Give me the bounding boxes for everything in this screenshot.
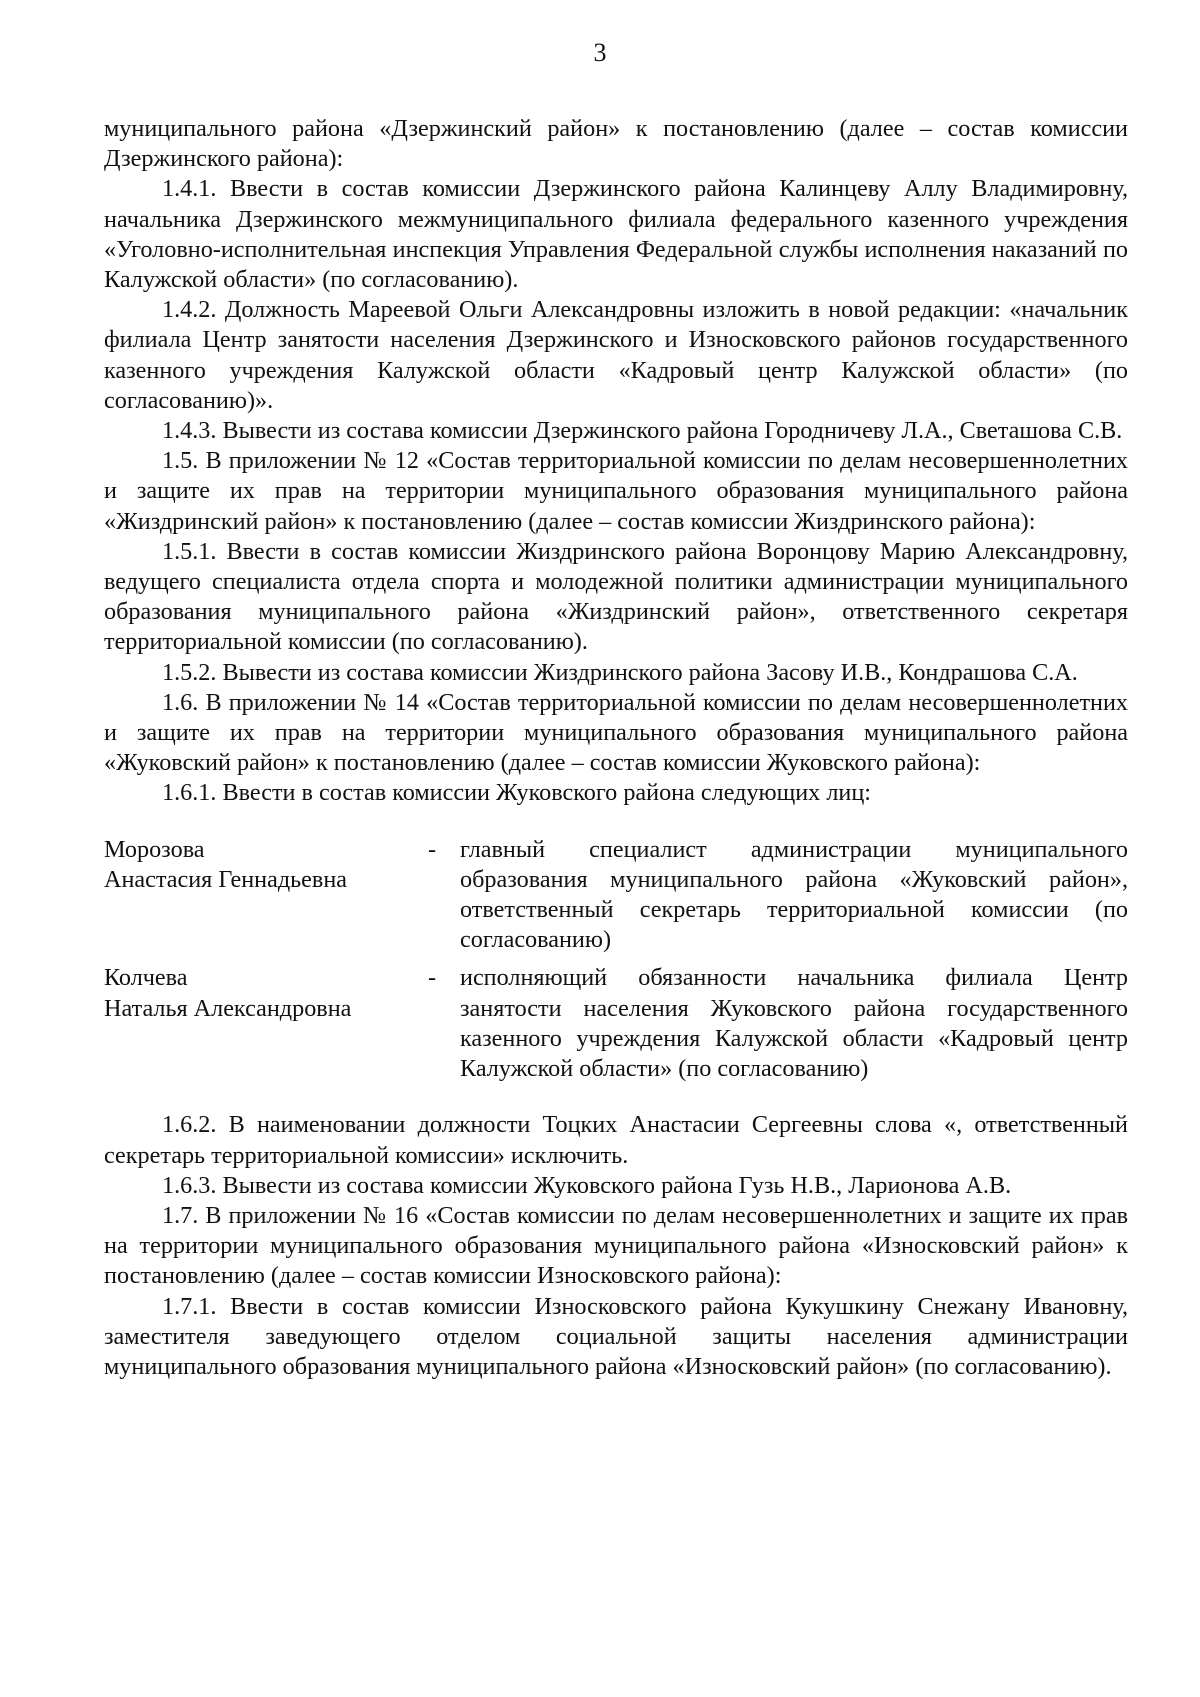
paragraph-1-6-2: 1.6.2. В наименовании должности Тоцких Анастасии Сергеевны слова «, ответственный секретарь территориальной комиссии» исключить. [104,1111,1128,1169]
member-given-names: Анастасия Геннадьевна [104,865,348,893]
member-surname: Морозова [104,835,205,863]
paragraph-1-4-1: 1.4.1. Ввести в состав комиссии Дзержинского района Калинцеву Аллу Владимировну, начальника Дзержинского межмуниципального филиала федерального казенного учреждения «Уголовно-исполнительная инспекция Управления Федеральной службы исполнения наказаний по Калужской области» (по согласованию). [104,175,1128,294]
member-list [104,835,1128,1085]
member-surname: Колчева [104,964,188,992]
member-dash: - [428,964,437,992]
paragraph-continuation: муниципального района «Дзержинский район» к постановлению (далее – состав комиссии Дзержинского района): [104,115,1128,173]
paragraph-1-7-1: 1.7.1. Ввести в состав комиссии Износковского района Кукушкину Снежану Ивановну, заместителя заведующего отделом социальной защиты населения администрации муниципального образования муниципального района «Износковский район» (по согласованию). [104,1292,1128,1380]
paragraph-1-6: 1.6. В приложении № 14 «Состав территориальной комиссии по делам несовершеннолетних и защите их прав на территории муниципального образования муниципального района «Жуковский район» к постановлению (далее – состав комиссии Жуковского района): [104,688,1128,777]
member-row [104,835,1128,956]
paragraph-1-7: 1.7. В приложении № 16 «Состав комиссии по делам несовершеннолетних и защите их прав на территории муниципального образования муниципального района «Износковский район» к постановлению (далее – состав комиссии Износковского района): [104,1201,1128,1290]
member-given-names: Наталья Александровна [104,994,352,1022]
page-number: 3 [593,38,607,67]
member-dash: - [428,835,437,863]
member-name [104,963,424,1084]
paragraph-1-5-1: 1.5.1. Ввести в состав комиссии Жиздринского района Воронцову Марию Александровну, ведущего специалиста отдела спорта и молодежной политики администрации муниципального образования муниципального района «Жиздринский район», ответственного секретаря территориальной комиссии (по согласованию). [104,537,1128,656]
member-position: главный специалист администрации муниципального образования муниципального района «Жуковский район», ответственный секретарь территориальной комиссии (по согласованию) [460,835,1128,954]
paragraph-1-5: 1.5. В приложении № 12 «Состав территориальной комиссии по делам несовершеннолетних и защите их прав на территории муниципального образования муниципального района «Жиздринский район» к постановлению (далее – состав комиссии Жиздринского района): [104,447,1128,535]
document-body [104,114,1128,1382]
paragraph-1-6-3: 1.6.3. Вывести из состава комиссии Жуковского района Гузь Н.В., Ларионова А.В. [162,1171,1012,1199]
paragraph-1-4-3: 1.4.3. Вывести из состава комиссии Дзержинского района Городничеву Л.А., Светашова С.В. [162,417,1123,445]
member-name [104,835,424,956]
paragraph-1-4-2: 1.4.2. Должность Мареевой Ольги Александровны изложить в новой редакции: «начальник филиала Центр занятости населения Дзержинского и Износковского районов государственного казенного учреждения Калужской области «Кадровый центр Калужской области» (по согласованию)». [104,296,1128,414]
paragraph-1-5-2: 1.5.2. Вывести из состава комиссии Жиздринского района Засову И.В., Кондрашова С.А. [162,658,1078,686]
member-row [104,963,1128,1084]
member-position: исполняющий обязанности начальника филиала Центр занятости населения Жуковского района государственного казенного учреждения Калужской области «Кадровый центр Калужской области» (по согласованию) [460,964,1128,1083]
paragraph-1-6-1: 1.6.1. Ввести в состав комиссии Жуковского района следующих лиц: [162,779,871,807]
